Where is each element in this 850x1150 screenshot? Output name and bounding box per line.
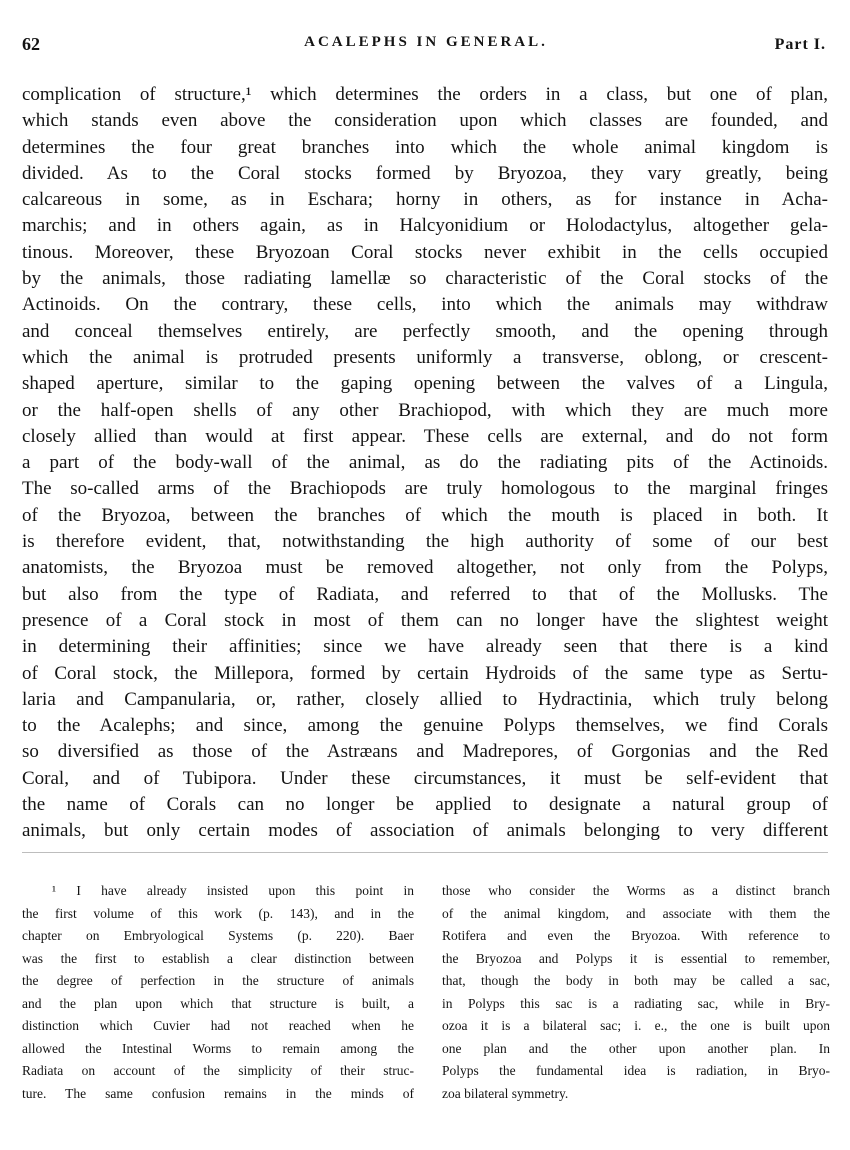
body-line: Actinoids. On the contrary, these cells, into which the animals may withdraw bbox=[22, 294, 828, 316]
footnote-line: was the first to establish a clear distinction between bbox=[22, 950, 414, 966]
part-label: Part I. bbox=[774, 36, 826, 53]
body-line: or the half-open shells of any other Brachiopod, with which they are much more bbox=[22, 399, 828, 421]
footnote-line: Radiata on account of the simplicity of their struc- bbox=[22, 1063, 414, 1078]
body-line: is therefore evident, that, notwithstanding the high authority of some of our best bbox=[22, 531, 828, 553]
body-line: so diversified as those of the Astræans and Madrepores, of Gorgonias and the Red bbox=[22, 741, 828, 763]
footnote-line: Polyps the fundamental idea is radiation, in Bryo- bbox=[442, 1063, 830, 1078]
body-line: animals, but only certain modes of association of animals belonging to very different bbox=[22, 820, 828, 842]
footnote-line: the first volume of this work (p. 143), and in the bbox=[22, 905, 414, 921]
footnote-line: that, though the body in both may be called a sac, bbox=[442, 973, 830, 988]
footnote-line: the degree of perfection in the structure of animals bbox=[22, 973, 414, 988]
footnote-column-right bbox=[442, 880, 830, 1105]
body-line: presence of a Coral stock in most of them can no longer have the slightest weight bbox=[22, 609, 828, 631]
body-line: to the Acalephs; and since, among the genuine Polyps themselves, we find Corals bbox=[22, 715, 828, 737]
body-line: determines the four great branches into which the whole animal kingdom is bbox=[22, 136, 828, 158]
footnote-line: ture. The same confusion remains in the minds of bbox=[22, 1085, 414, 1101]
footnote-line: and the plan upon which that structure is built, a bbox=[22, 995, 414, 1011]
body-line: complication of structure,¹ which determines the orders in a class, but one of plan, bbox=[22, 84, 828, 105]
footnote-line: distinction which Cuvier had not reached when he bbox=[22, 1018, 414, 1033]
footnote-line: in Polyps this sac is a radiating sac, while in Bry- bbox=[442, 995, 830, 1011]
page-header bbox=[22, 34, 830, 60]
body-line: but also from the type of Radiata, and referred to that of the Mollusks. The bbox=[22, 583, 828, 605]
body-line: a part of the body-wall of the animal, as do the radiating pits of the Actinoids. bbox=[22, 452, 828, 474]
footnote-line: zoa bilateral symmetry. bbox=[442, 1085, 569, 1101]
body-line: and conceal themselves entirely, are perfectly smooth, and the opening through bbox=[22, 320, 828, 342]
footnote-column-left bbox=[22, 880, 414, 1105]
footnote-line: those who consider the Worms as a distinct branch bbox=[442, 883, 830, 898]
body-line: shaped aperture, similar to the gaping opening between the valves of a Lingula, bbox=[22, 373, 828, 395]
body-line: the name of Corals can no longer be applied to designate a natural group of bbox=[22, 794, 828, 816]
footnote-divider bbox=[22, 852, 828, 853]
body-line: which the animal is protruded presents uniformly a transverse, oblong, or crescent- bbox=[22, 346, 828, 368]
body-line: marchis; and in others again, as in Halcyonidium or Holodactylus, altogether gela- bbox=[22, 215, 828, 237]
body-line: divided. As to the Coral stocks formed by Bryozoa, they vary greatly, being bbox=[22, 162, 828, 184]
page-number: 62 bbox=[22, 34, 40, 54]
body-line: which stands even above the consideration upon which classes are founded, and bbox=[22, 110, 828, 132]
footnote-line: Rotifera and even the Bryozoa. With reference to bbox=[442, 928, 830, 943]
body-line: Coral, and of Tubipora. Under these circumstances, it must be self-evident that bbox=[22, 767, 828, 789]
body-line: by the animals, those radiating lamellæ so characteristic of the Coral stocks of the bbox=[22, 268, 828, 290]
body-line: of the Bryozoa, between the branches of which the mouth is placed in both. It bbox=[22, 504, 828, 526]
footnote-line: of the animal kingdom, and associate with them the bbox=[442, 905, 830, 921]
body-line: tinous. Moreover, these Bryozoan Coral stocks never exhibit in the cells occupied bbox=[22, 241, 828, 263]
body-line: calcareous in some, as in Eschara; horny in others, as for instance in Acha- bbox=[22, 189, 828, 211]
footnote-line: the Bryozoa and Polyps it is essential to remember, bbox=[442, 950, 830, 966]
body-line: in determining their affinities; since we have already seen that there is a kind bbox=[22, 636, 828, 658]
body-line: The so-called arms of the Brachiopods are truly homologous to the marginal fringes bbox=[22, 478, 828, 500]
footnote-line: ozoa it is a bilateral sac; i. e., the one is built upon bbox=[442, 1018, 830, 1033]
footnote-line: allowed the Intestinal Worms to remain among the bbox=[22, 1040, 414, 1056]
footnote-line: chapter on Embryological Systems (p. 220). Baer bbox=[22, 928, 414, 943]
body-line: laria and Campanularia, or, rather, closely allied to Hydractinia, which truly belong bbox=[22, 688, 828, 710]
body-text bbox=[22, 82, 828, 845]
body-line: anatomists, the Bryozoa must be removed altogether, not only from the Polyps, bbox=[22, 557, 828, 579]
footnote-line: one plan and the other upon another plan. In bbox=[442, 1040, 830, 1056]
footnote-line: ¹ I have already insisted upon this point in bbox=[52, 883, 414, 898]
body-line: of Coral stock, the Millepora, formed by certain Hydroids of the same type as Sertu- bbox=[22, 662, 828, 684]
running-title: ACALEPHS IN GENERAL. bbox=[304, 34, 548, 50]
body-line: closely allied than would at first appear. These cells are external, and do not form bbox=[22, 425, 828, 447]
